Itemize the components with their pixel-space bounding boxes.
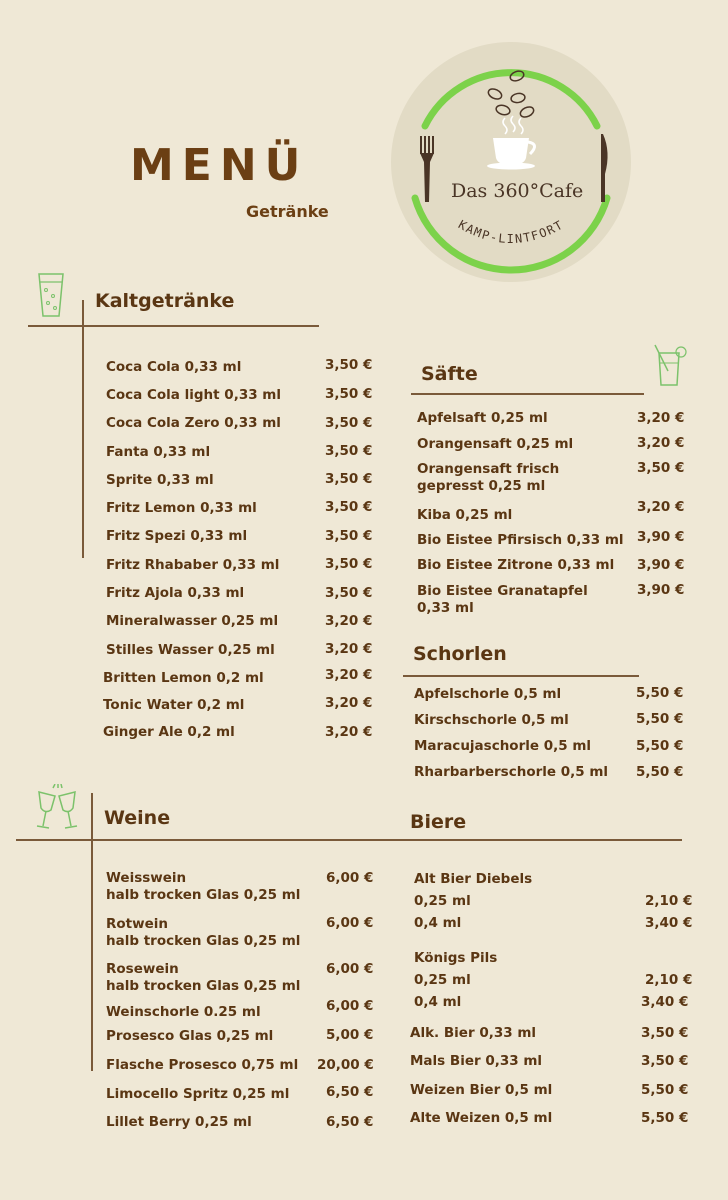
- menu-item-price: 3,50 €: [641, 1053, 689, 1069]
- item-label: Bio Eistee Zitrone 0,33 ml: [417, 557, 615, 573]
- menu-item-name: [106, 916, 300, 950]
- item-label: 0,25 ml: [414, 893, 471, 909]
- menu-item-price: 3,20 €: [325, 667, 373, 683]
- menu-item-name: [414, 764, 608, 781]
- item-label: Britten Lemon 0,2 ml: [103, 670, 264, 686]
- item-label: Kirschschorle 0,5 ml: [414, 712, 569, 728]
- item-label: Maracujaschorle 0,5 ml: [414, 738, 592, 754]
- item-label: Fritz Spezi 0,33 ml: [106, 528, 248, 544]
- menu-item-name: [106, 642, 275, 659]
- item-label: Flasche Prosesco 0,75 ml: [106, 1057, 299, 1073]
- menu-item-name: [417, 436, 573, 453]
- item-label-line2: gepresst 0,25 ml: [417, 478, 546, 494]
- menu-item-name: [106, 585, 244, 602]
- menu-item-name: [106, 870, 300, 904]
- page-title: MENÜ: [130, 140, 309, 191]
- menu-item-name: [417, 507, 512, 524]
- menu-item-name: [106, 1114, 252, 1131]
- knife-icon: [601, 134, 608, 202]
- item-label-line2: 0,33 ml: [417, 600, 474, 616]
- divider: [411, 393, 644, 395]
- menu-item-name: [106, 444, 210, 461]
- item-label: Mals Bier 0,33 ml: [410, 1053, 543, 1069]
- fork-icon: [420, 136, 434, 202]
- item-label: Bio Eistee Pfirsisch 0,33 ml: [417, 532, 624, 548]
- menu-item-name: [414, 686, 561, 703]
- menu-item-price: 3,20 €: [637, 499, 685, 515]
- item-label: 0,4 ml: [414, 915, 462, 931]
- beer-group-title: Königs Pils: [414, 950, 498, 966]
- page-subtitle: Getränke: [246, 202, 329, 221]
- steam-icon: [503, 116, 523, 134]
- menu-item-price: 3,50 €: [325, 443, 373, 459]
- beer-glass-icon: [36, 270, 66, 324]
- coffee-cup-icon: [487, 138, 535, 170]
- item-label: Coca Cola 0,33 ml: [106, 359, 242, 375]
- menu-item-price: 3,50 €: [325, 585, 373, 601]
- menu-item-price: 5,50 €: [636, 711, 684, 727]
- menu-item-price: 3,50 €: [325, 528, 373, 544]
- menu-item-name: [417, 461, 559, 495]
- item-label: Coca Cola light 0,33 ml: [106, 387, 281, 403]
- menu-item-name: [414, 893, 471, 910]
- menu-item-price: 6,00 €: [326, 915, 374, 931]
- menu-item-price: 6,00 €: [326, 961, 374, 977]
- item-label: Alte Weizen 0,5 ml: [410, 1110, 553, 1126]
- menu-item-name: [106, 1004, 261, 1021]
- menu-item-price: 3,20 €: [325, 641, 373, 657]
- item-label-line2: halb trocken Glas 0,25 ml: [106, 933, 301, 949]
- item-label: Rharbarberschorle 0,5 ml: [414, 764, 609, 780]
- menu-item-price: 5,50 €: [641, 1082, 689, 1098]
- menu-item-price: 3,90 €: [637, 557, 685, 573]
- item-label: Fritz Lemon 0,33 ml: [106, 500, 257, 516]
- menu-item-price: 3,50 €: [325, 471, 373, 487]
- menu-item-name: [414, 972, 471, 989]
- menu-item-price: 3,20 €: [637, 410, 685, 426]
- menu-item-price: 6,00 €: [326, 870, 374, 886]
- juice-glass-icon: [654, 343, 688, 393]
- menu-item-name: [410, 1025, 536, 1042]
- menu-item-price: 3,20 €: [637, 435, 685, 451]
- menu-item-name: [103, 697, 244, 714]
- item-label-line2: halb trocken Glas 0,25 ml: [106, 887, 301, 903]
- menu-item-name: [410, 1110, 552, 1127]
- item-label: Coca Cola Zero 0,33 ml: [106, 415, 281, 431]
- menu-item-price: 3,50 €: [325, 357, 373, 373]
- menu-item-name: [106, 472, 214, 489]
- menu-item-name: [106, 387, 281, 404]
- menu-item-price: 20,00 €: [317, 1057, 374, 1073]
- item-label: Orangensaft 0,25 ml: [417, 436, 574, 452]
- menu-item-name: [106, 359, 241, 376]
- menu-item-price: 3,20 €: [325, 724, 373, 740]
- menu-item-name: [410, 1053, 542, 1070]
- logo-location: KAMP-LINTFORT: [455, 217, 567, 246]
- section-title-kaltgetraenke: Kaltgetränke: [95, 290, 235, 312]
- menu-item-name: [106, 1086, 289, 1103]
- divider: [28, 325, 319, 327]
- logo: [391, 42, 631, 282]
- item-label: Weisswein: [106, 870, 187, 886]
- item-label: Sprite 0,33 ml: [106, 472, 214, 488]
- divider: [16, 839, 682, 841]
- item-label: Ginger Ale 0,2 ml: [103, 724, 235, 740]
- section-title-schorlen: Schorlen: [413, 643, 507, 665]
- item-label: Fritz Ajola 0,33 ml: [106, 585, 245, 601]
- item-label: Orangensaft frisch: [417, 461, 560, 477]
- item-label: 0,4 ml: [414, 994, 462, 1010]
- menu-item-name: [106, 613, 278, 630]
- menu-item-price: 6,50 €: [326, 1084, 374, 1100]
- item-label: Weizen Bier 0,5 ml: [410, 1082, 553, 1098]
- menu-item-price: 3,50 €: [637, 460, 685, 476]
- item-label: Stilles Wasser 0,25 ml: [106, 642, 275, 658]
- menu-item-price: 3,40 €: [645, 915, 693, 931]
- item-label: Limocello Spritz 0,25 ml: [106, 1086, 290, 1102]
- menu-item-price: 3,50 €: [325, 386, 373, 402]
- menu-item-name: [410, 1082, 552, 1099]
- item-label: Kiba 0,25 ml: [417, 507, 513, 523]
- menu-item-name: [414, 712, 569, 729]
- item-label: Alk. Bier 0,33 ml: [410, 1025, 537, 1041]
- menu-item-name: [417, 410, 548, 427]
- menu-item-name: [106, 528, 247, 545]
- menu-item-name: [414, 915, 461, 932]
- menu-item-name: [106, 1057, 298, 1074]
- menu-item-price: 2,10 €: [645, 972, 693, 988]
- beer-group-title: Alt Bier Diebels: [414, 871, 533, 887]
- menu-item-price: 3,40 €: [641, 994, 689, 1010]
- menu-item-name: [106, 1028, 273, 1045]
- section-title-weine: Weine: [104, 807, 171, 829]
- item-label: Lillet Berry 0,25 ml: [106, 1114, 252, 1130]
- menu-item-name: [106, 961, 300, 995]
- logo-graphic: [391, 42, 631, 282]
- menu-item-price: 5,50 €: [636, 685, 684, 701]
- item-label: Fritz Rhababer 0,33 ml: [106, 557, 280, 573]
- menu-item-name: [106, 500, 257, 517]
- menu-item-price: 3,50 €: [325, 415, 373, 431]
- item-label: Apfelschorle 0,5 ml: [414, 686, 562, 702]
- item-label: Apfelsaft 0,25 ml: [417, 410, 548, 426]
- menu-item-name: [417, 557, 614, 574]
- menu-item-price: 6,00 €: [326, 998, 374, 1014]
- menu-item-name: [417, 583, 588, 617]
- menu-item-name: [417, 532, 624, 549]
- item-label: Rosewein: [106, 961, 179, 977]
- menu-item-price: 5,50 €: [641, 1110, 689, 1126]
- item-label-line2: halb trocken Glas 0,25 ml: [106, 978, 301, 994]
- menu-item-price: 2,10 €: [645, 893, 693, 909]
- menu-item-price: 3,50 €: [325, 556, 373, 572]
- item-label: Rotwein: [106, 916, 168, 932]
- divider: [91, 793, 93, 1071]
- menu-item-name: [103, 724, 235, 741]
- menu-item-price: 5,00 €: [326, 1027, 374, 1043]
- logo-text: Das 360°Cafe: [451, 180, 584, 202]
- item-label: Tonic Water 0,2 ml: [103, 697, 245, 713]
- item-label: Fanta 0,33 ml: [106, 444, 211, 460]
- menu-item-price: 3,20 €: [325, 613, 373, 629]
- menu-item-price: 5,50 €: [636, 764, 684, 780]
- menu-item-name: [106, 557, 279, 574]
- divider: [403, 675, 639, 677]
- item-label: Prosesco Glas 0,25 ml: [106, 1028, 274, 1044]
- item-label: Bio Eistee Granatapfel: [417, 583, 588, 599]
- menu-item-price: 3,90 €: [637, 529, 685, 545]
- menu-item-name: [414, 738, 591, 755]
- menu-item-name: [106, 415, 281, 432]
- menu-item-name: [414, 994, 461, 1011]
- item-label: Weinschorle 0.25 ml: [106, 1004, 261, 1020]
- section-title-biere: Biere: [410, 811, 467, 833]
- divider: [82, 300, 84, 558]
- menu-item-price: 3,50 €: [641, 1025, 689, 1041]
- menu-item-name: [103, 670, 264, 687]
- wine-glasses-icon: [31, 784, 83, 838]
- menu-item-price: 3,20 €: [325, 695, 373, 711]
- menu-item-price: 3,90 €: [637, 582, 685, 598]
- section-title-saefte: Säfte: [421, 363, 478, 385]
- menu-item-price: 3,50 €: [325, 499, 373, 515]
- item-label: Mineralwasser 0,25 ml: [106, 613, 279, 629]
- menu-item-price: 5,50 €: [636, 738, 684, 754]
- menu-item-price: 6,50 €: [326, 1114, 374, 1130]
- item-label: 0,25 ml: [414, 972, 471, 988]
